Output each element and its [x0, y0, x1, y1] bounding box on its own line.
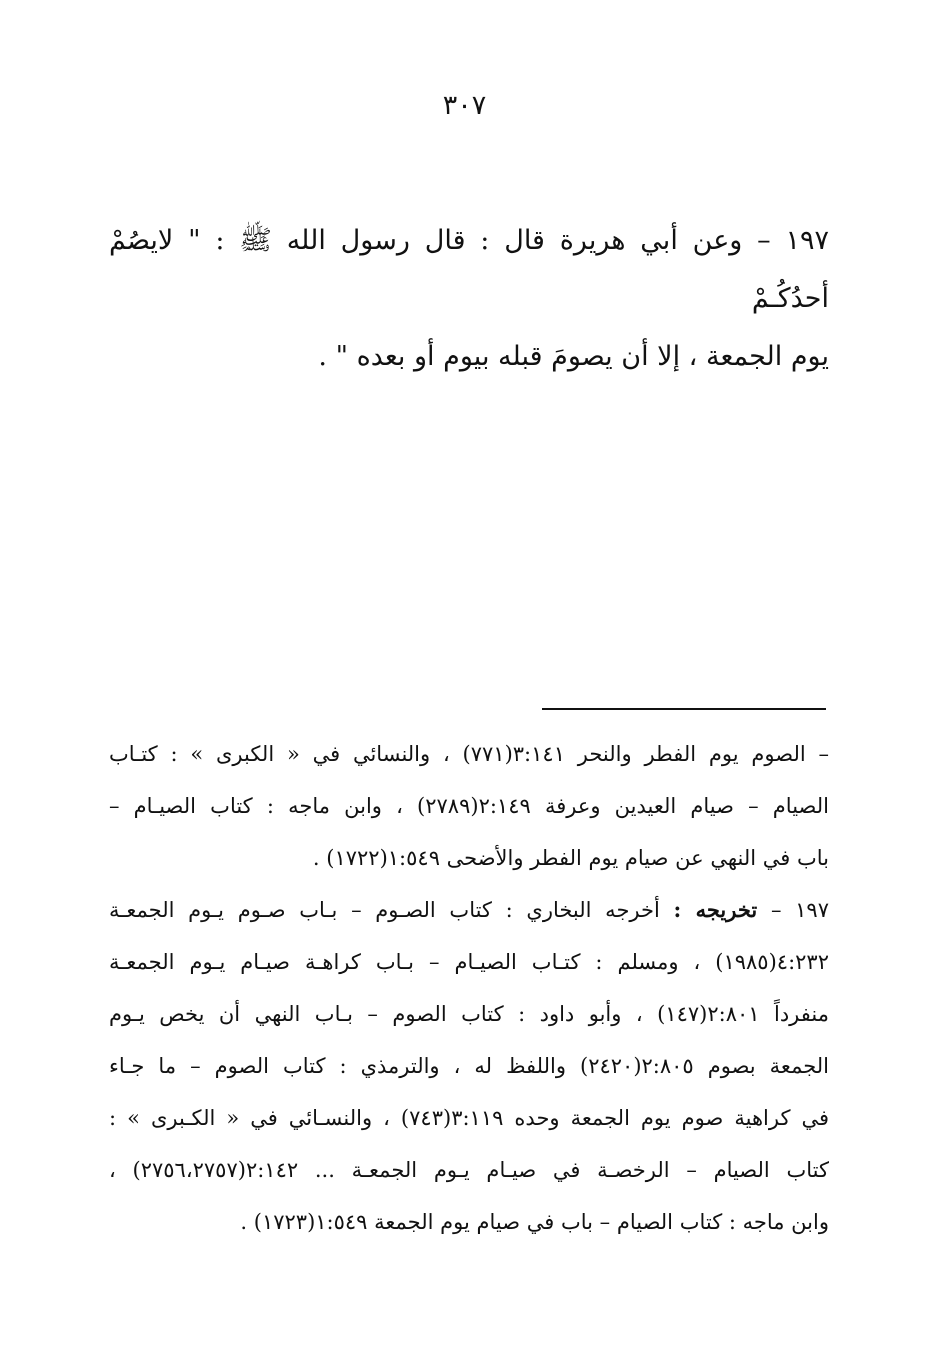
footnote-line [109, 884, 829, 936]
footnote-line: منفرداً ٢:٨٠١(١٤٧) ، وأبو داود : كتاب الصوم – بـاب النهي أن يخص يـوم [109, 1002, 829, 1026]
footnote-line: في كراهية صوم يوم الجمعة وحده ٣:١١٩(٧٤٣) ، والنسـائي في « الكـبرى » : [109, 1106, 829, 1130]
footnote-line: كتاب الصيام – الرخصـة في صيـام يـوم الجمعـة ... ٢:١٤٢(٢٧٥٦،٢٧٥٧) ، [109, 1158, 829, 1182]
footnote-line: الصيام – صيام العيدين وعرفة ٢:١٤٩(٢٧٨٩) ، وابن ماجه : كتاب الصيـام – [109, 794, 829, 818]
takhrij-label: تخريجه : [673, 897, 758, 922]
takhrij-number: ١٩٧ – [757, 898, 829, 922]
footnotes [109, 728, 829, 1248]
footnote-line: الجمعة بصوم ٢:٨٠٥(٢٤٢٠) واللفظ له ، والترمذي : كتاب الصوم – ما جـاء [109, 1054, 829, 1078]
footnote-divider [542, 708, 826, 710]
hadith-line: يوم الجمعة ، إلا أن يصومَ قبله بيوم أو بعده " . [318, 341, 829, 372]
page-number: ٣٠٧ [442, 90, 487, 121]
hadith-line: ١٩٧ – وعن أبي هريرة قال : قال رسول الله ﷺ : " لايصُمْ أحدُكُـمْ [109, 225, 829, 314]
takhrij-first-line: أخرجه البخاري : كتاب الصـوم – بـاب صـوم يـوم الجمعـة [109, 898, 674, 922]
footnote-takhrij [109, 884, 829, 1248]
footnote-line: باب في النهي عن صيام يوم الفطر والأضحى ١:٥٤٩(١٧٢٢) . [312, 846, 829, 870]
footnote-line: – الصوم يوم الفطر والنحر ٣:١٤١(٧٧١) ، والنسائي في « الكبرى » : كتـاب [109, 742, 829, 766]
hadith-text [109, 212, 829, 386]
footnote-line: وابن ماجه : كتاب الصيام – باب في صيام يوم الجمعة ١:٥٤٩(١٧٢٣) . [240, 1210, 829, 1234]
footnote-continuation [109, 728, 829, 884]
footnote-line: ٤:٢٣٢(١٩٨٥) ، ومسلم : كتـاب الصيـام – بـاب كراهـة صيـام يـوم الجمعـة [109, 950, 829, 974]
